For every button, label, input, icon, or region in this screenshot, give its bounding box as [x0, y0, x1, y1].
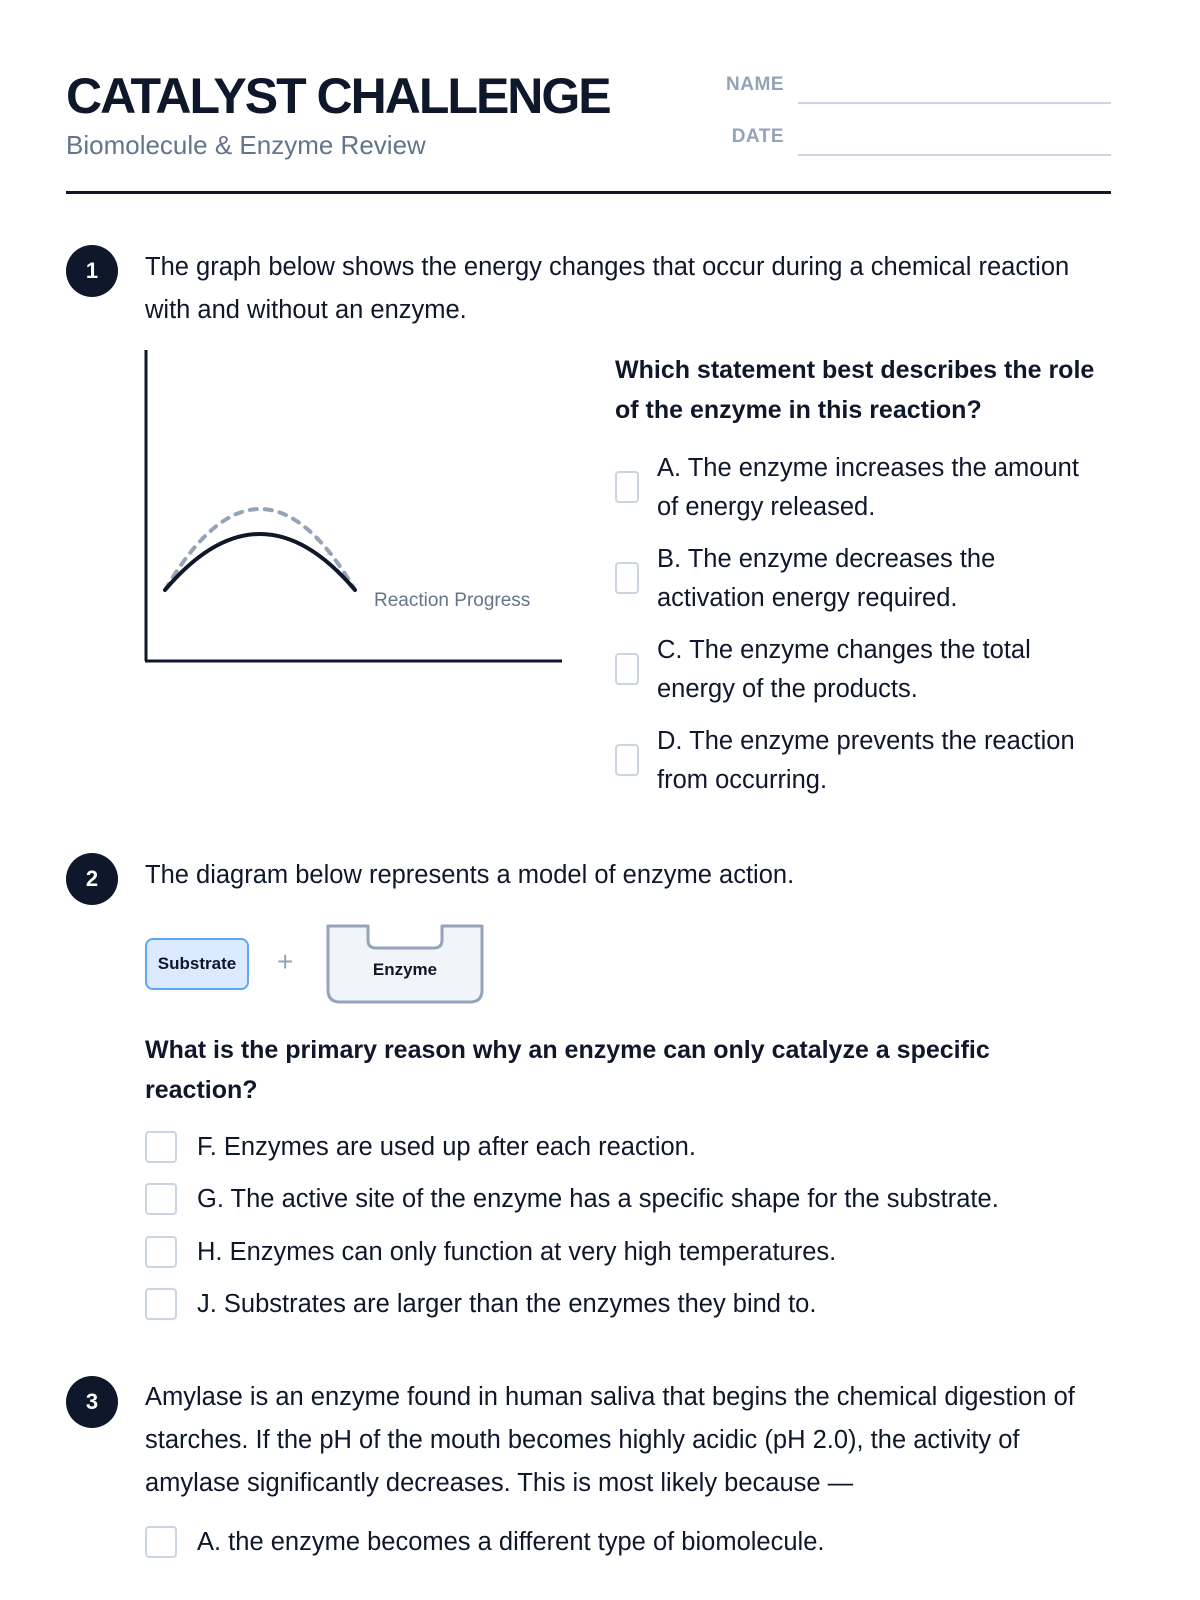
plus-sign: +: [277, 946, 294, 977]
question-2-stem: The diagram below represents a model of enzyme action.: [145, 861, 795, 889]
q2-option-j[interactable]: [145, 1284, 1105, 1324]
worksheet-header: [66, 66, 1111, 194]
q2-option-h[interactable]: [145, 1232, 1105, 1272]
q1-option-c-text: C. The enzyme changes the total energy of the products.: [657, 636, 1031, 703]
name-label: NAME: [726, 74, 784, 95]
question-2-prompt: What is the primary reason why an enzyme can only catalyze a specific reaction?: [145, 1036, 990, 1104]
q2-option-j-checkbox[interactable]: [145, 1288, 177, 1320]
q3-option-a-checkbox[interactable]: [145, 1526, 177, 1558]
q1-option-d-text: D. The enzyme prevents the reaction from occurring.: [657, 727, 1075, 794]
worksheet-subtitle: Biomolecule & Enzyme Review: [66, 130, 426, 160]
q2-option-f-text: F. Enzymes are used up after each reaction.: [197, 1133, 696, 1161]
q1-option-b[interactable]: [615, 540, 1095, 618]
name-field-line[interactable]: [798, 102, 1111, 104]
q2-option-g-text: G. The active site of the enzyme has a specific shape for the substrate.: [197, 1185, 999, 1213]
without-enzyme-curve: [165, 509, 355, 590]
q2-option-f[interactable]: [145, 1127, 1105, 1167]
question-1-prompt: Which statement best describes the role of the enzyme in this reaction?: [615, 356, 1095, 424]
enzyme-label: Enzyme: [372, 960, 438, 979]
q1-option-d[interactable]: [615, 722, 1095, 800]
question-number-1: 1: [66, 245, 118, 297]
q1-option-b-text: B. The enzyme decreases the activation energy required.: [657, 545, 996, 612]
q1-option-c-checkbox[interactable]: [615, 653, 639, 685]
q1-option-b-checkbox[interactable]: [615, 562, 639, 594]
q2-option-h-checkbox[interactable]: [145, 1236, 177, 1268]
q1-option-a[interactable]: [615, 449, 1095, 527]
q1-option-a-checkbox[interactable]: [615, 471, 639, 503]
q3-option-a-text: A. the enzyme becomes a different type of biomolecule.: [197, 1528, 825, 1556]
q3-option-a[interactable]: [145, 1522, 1105, 1562]
worksheet-title: CATALYST CHALLENGE: [66, 68, 610, 124]
question-number-2: 2: [66, 853, 118, 905]
substrate-label: Substrate: [157, 954, 237, 973]
q2-option-f-checkbox[interactable]: [145, 1131, 177, 1163]
energy-graph: [140, 348, 570, 668]
graph-x-axis-label: Reaction Progress: [374, 590, 531, 611]
question-number-3: 3: [66, 1376, 118, 1428]
q1-option-a-text: A. The enzyme increases the amount of energy released.: [657, 454, 1079, 521]
q2-option-j-text: J. Substrates are larger than the enzymes they bind to.: [197, 1290, 817, 1318]
date-label: DATE: [731, 126, 784, 147]
q2-option-g-checkbox[interactable]: [145, 1183, 177, 1215]
question-1-stem: The graph below shows the energy changes that occur during a chemical reaction with and without an enzyme.: [145, 253, 1070, 324]
q1-option-d-checkbox[interactable]: [615, 744, 639, 776]
q2-option-h-text: H. Enzymes can only function at very high temperatures.: [197, 1238, 837, 1266]
substrate-shape: [145, 938, 249, 990]
date-field-line[interactable]: [798, 154, 1111, 156]
question-3-stem: Amylase is an enzyme found in human saliva that begins the chemical digestion of starches. If the pH of the mouth becomes highly acidic (pH 2.0), the activity of amylase significantly decreases. This is most likely because —: [145, 1383, 1075, 1497]
with-enzyme-curve: [165, 534, 355, 590]
q1-option-c[interactable]: [615, 631, 1095, 709]
q2-option-g[interactable]: [145, 1179, 1105, 1219]
